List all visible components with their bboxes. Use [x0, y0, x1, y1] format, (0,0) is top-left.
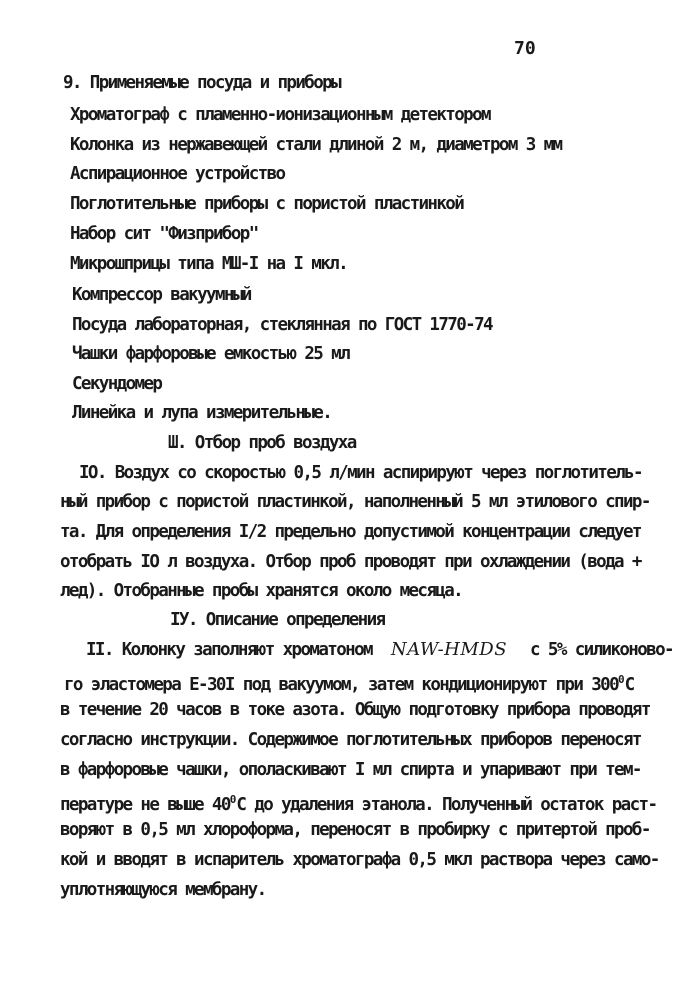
paragraph-line: отобрать IO л воздуха. Отбор проб проводят при охлаждении (вода +	[60, 552, 641, 572]
text-run: С до удаления этанола. Полученный остаток раст-	[236, 795, 657, 815]
paragraph-line: уплотняющуюся мембрану.	[60, 880, 266, 900]
equipment-item: Чашки фарфоровые емкостью 25 мл	[72, 344, 350, 364]
degree-superscript: 0	[229, 793, 237, 806]
paragraph-line: лед). Отобранные пробы хранятся около месяца.	[60, 581, 463, 601]
section-9-heading: 9. Применяемые посуда и приборы	[63, 73, 341, 93]
degree-superscript: 0	[618, 673, 625, 686]
text-run: С	[624, 675, 634, 695]
paragraph-line	[86, 640, 673, 660]
equipment-item: Компрессор вакуумный	[72, 285, 251, 305]
page-number: 70	[514, 38, 536, 59]
paragraph-line: в фарфоровые чашки, ополаскивают I мл спирта и упаривают при тем-	[60, 760, 641, 780]
equipment-item: Секундомер	[72, 374, 162, 394]
equipment-item: Хроматограф с пламенно-ионизационным детектором	[70, 105, 490, 125]
paragraph-line: согласно инструкции. Содержимое поглотительных приборов переносят	[60, 730, 641, 750]
paragraph-line: воряют в 0,5 мл хлороформа, переносят в пробирку с притертой проб-	[60, 820, 650, 840]
equipment-item: Поглотительные приборы с пористой пластинкой	[70, 194, 464, 214]
handwritten-insert: NAW-HMDS	[390, 639, 508, 660]
paragraph-line: та. Для определения I/2 предельно допустимой концентрации следует	[60, 522, 641, 542]
text-run: с 5% силиконово-	[530, 640, 673, 660]
section-4-heading: IУ. Описание определения	[170, 610, 385, 630]
paragraph-line: в течение 20 часов в токе азота. Общую подготовку прибора проводят	[60, 700, 650, 720]
equipment-item: Колонка из нержавеющей стали длиной 2 м, диаметром 3 мм	[70, 135, 562, 155]
paragraph-line	[60, 790, 656, 815]
paragraph-line: кой и вводят в испаритель хроматографа 0,5 мкл раствора через само-	[60, 850, 659, 870]
section-3-heading: Ш. Отбор проб воздуха	[168, 433, 356, 453]
paragraph-line: ный прибор с пористой пластинкой, наполненный 5 мл этилового спир-	[60, 492, 650, 512]
equipment-item: Посуда лабораторная, стеклянная по ГОСТ 1770-74	[72, 315, 492, 335]
paragraph-line	[64, 670, 634, 695]
text-run: го эластомера Е-30I под вакуумом, затем кондиционируют при 300	[64, 675, 619, 695]
text-run: пературе не выше 40	[60, 795, 230, 815]
equipment-item: Микрошприцы типа МШ-I на I мкл.	[70, 254, 348, 274]
equipment-item: Линейка и лупа измерительные.	[72, 403, 332, 423]
text-run: II. Колонку заполняют хроматоном	[86, 640, 372, 660]
equipment-item: Набор сит "Физприбор"	[70, 224, 258, 244]
paragraph-line: IO. Воздух со скоростью 0,5 л/мин аспирируют через поглотитель-	[79, 463, 642, 483]
equipment-item: Аспирационное устройство	[70, 164, 285, 184]
